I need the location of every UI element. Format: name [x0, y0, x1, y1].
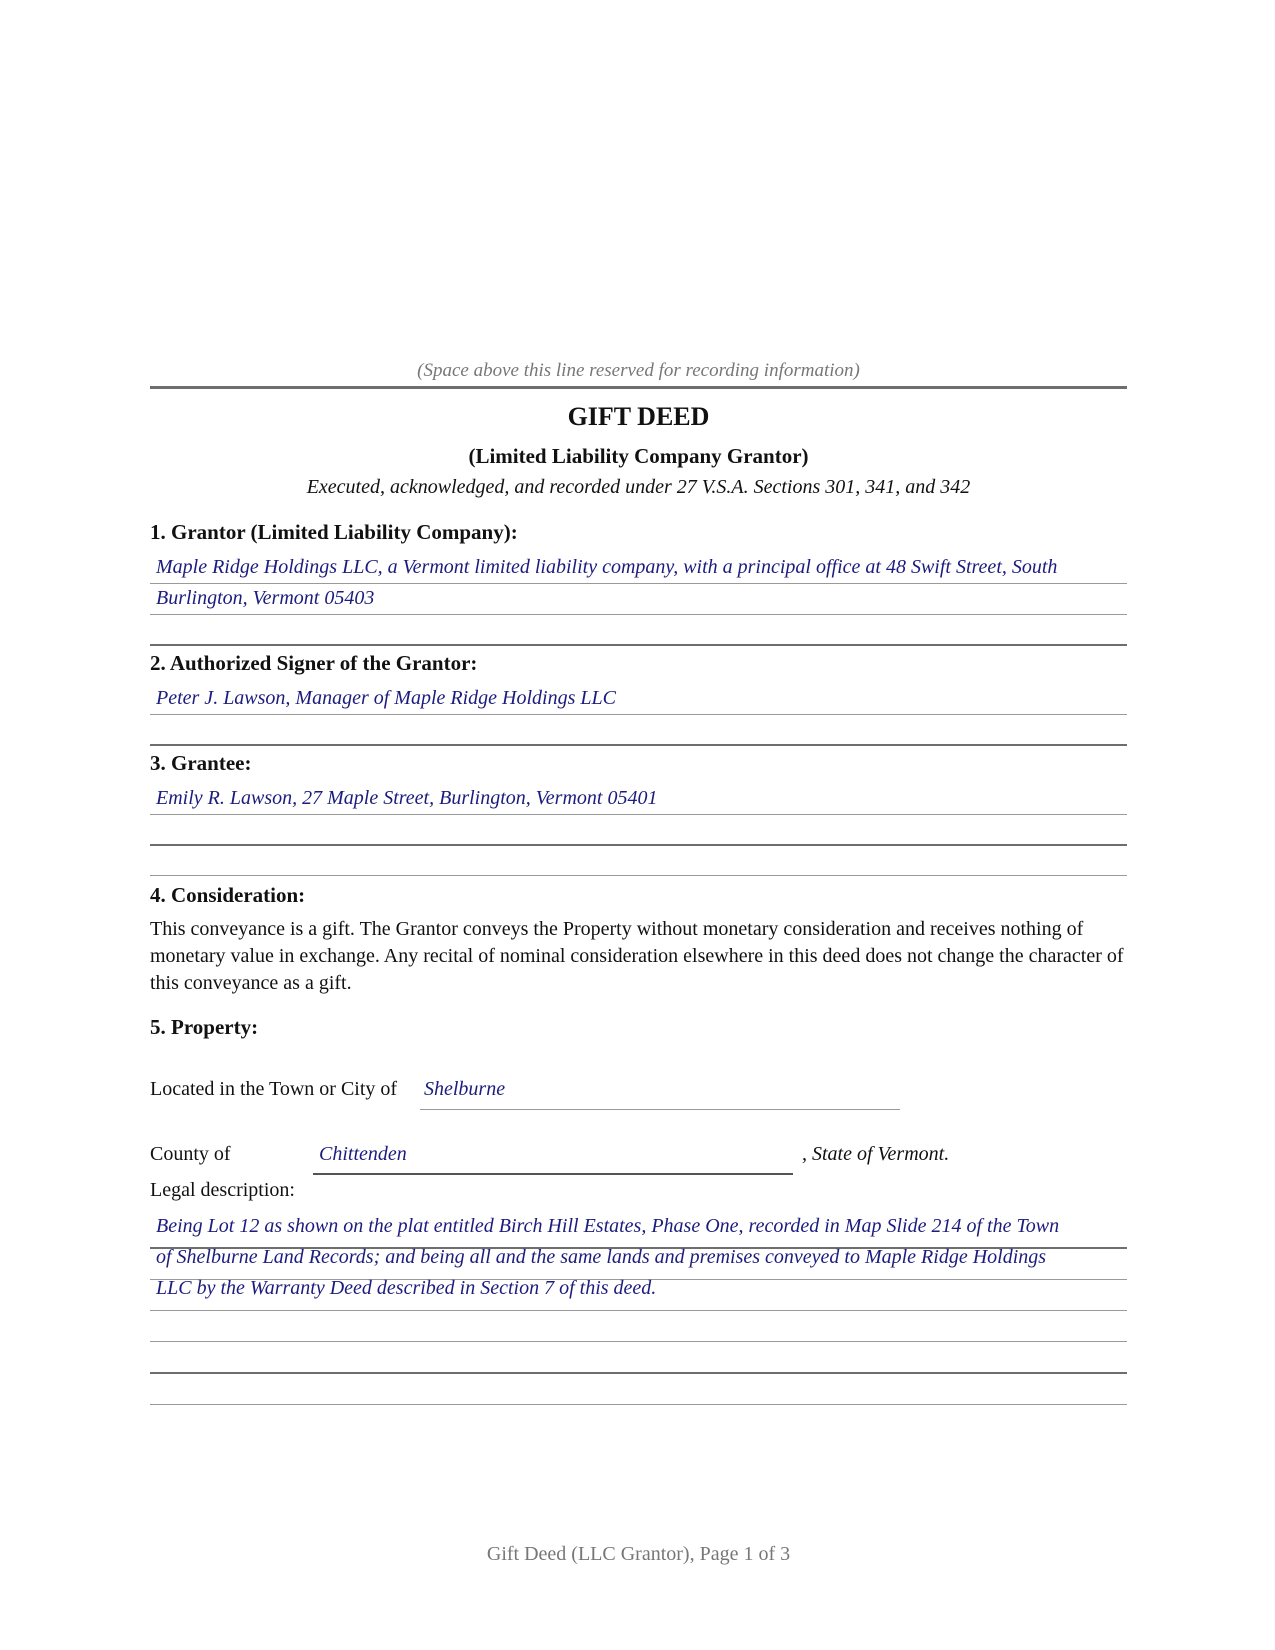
grantor-rule-3 [150, 644, 1127, 646]
legal-description-label: Legal description: [150, 1179, 295, 1201]
county-label: County of [150, 1143, 231, 1165]
legal-description-line1[interactable]: Being Lot 12 as shown on the plat entitled Birch Hill Estates, Phase One, recorded in Map Slide 214 of the Town [156, 1215, 1060, 1237]
legal-description-line3[interactable]: LLC by the Warranty Deed described in Section 7 of this deed. [156, 1277, 657, 1299]
town-label: Located in the Town or City of [150, 1078, 398, 1100]
legal-description-line2[interactable]: of Shelburne Land Records; and being all and the same lands and premises conveyed to Maple Ridge Holdings [156, 1246, 1047, 1268]
county-value[interactable]: Chittenden [319, 1143, 407, 1165]
grantor-rule-1 [150, 583, 1127, 584]
consideration-text: This conveyance is a gift. The Grantor conveys the Property without monetary consideration and receives nothing of monetary value in exchange. Any recital of nominal consideration elsewhere in this deed does not change the character of this conveyance as a gift. [150, 918, 1124, 994]
signer-rule-1 [150, 714, 1127, 715]
legal-rule-4 [150, 1341, 1127, 1342]
legal-rule-6 [150, 1404, 1127, 1405]
town-underline [420, 1109, 900, 1110]
statute-reference: Executed, acknowledged, and recorded under 27 V.S.A. Sections 301, 341, and 342 [306, 476, 971, 498]
county-underline [313, 1173, 793, 1175]
grantee-rule-1 [150, 814, 1127, 815]
grantee-value[interactable]: Emily R. Lawson, 27 Maple Street, Burlington, Vermont 05401 [156, 787, 658, 809]
document-title: GIFT DEED [567, 402, 710, 431]
grantor-value-line1[interactable]: Maple Ridge Holdings LLC, a Vermont limited liability company, with a principal office at 48 Swift Street, South [156, 556, 1058, 578]
property-heading: 5. Property: [150, 1015, 259, 1039]
recording-space-note: (Space above this line reserved for recording information) [417, 360, 860, 381]
legal-rule-3 [150, 1310, 1127, 1311]
signer-rule-2 [150, 744, 1127, 746]
legal-rule-5 [150, 1372, 1127, 1374]
consideration-heading: 4. Consideration: [150, 883, 306, 907]
grantee-rule-3 [150, 875, 1127, 876]
grantor-heading: 1. Grantor (Limited Liability Company): [150, 520, 518, 544]
page-footer: Gift Deed (LLC Grantor), Page 1 of 3 [486, 1543, 791, 1565]
grantor-rule-2 [150, 614, 1127, 615]
signer-value[interactable]: Peter J. Lawson, Manager of Maple Ridge Holdings LLC [156, 687, 616, 709]
state-suffix: , State of Vermont. [802, 1143, 950, 1165]
grantor-value-line2[interactable]: Burlington, Vermont 05403 [156, 587, 375, 609]
document-subtitle: (Limited Liability Company Grantor) [468, 444, 809, 468]
signer-heading: 2. Authorized Signer of the Grantor: [150, 651, 478, 675]
town-value[interactable]: Shelburne [424, 1078, 506, 1100]
recording-divider [150, 386, 1127, 389]
grantee-rule-2 [150, 844, 1127, 846]
grantee-heading: 3. Grantee: [150, 751, 252, 775]
